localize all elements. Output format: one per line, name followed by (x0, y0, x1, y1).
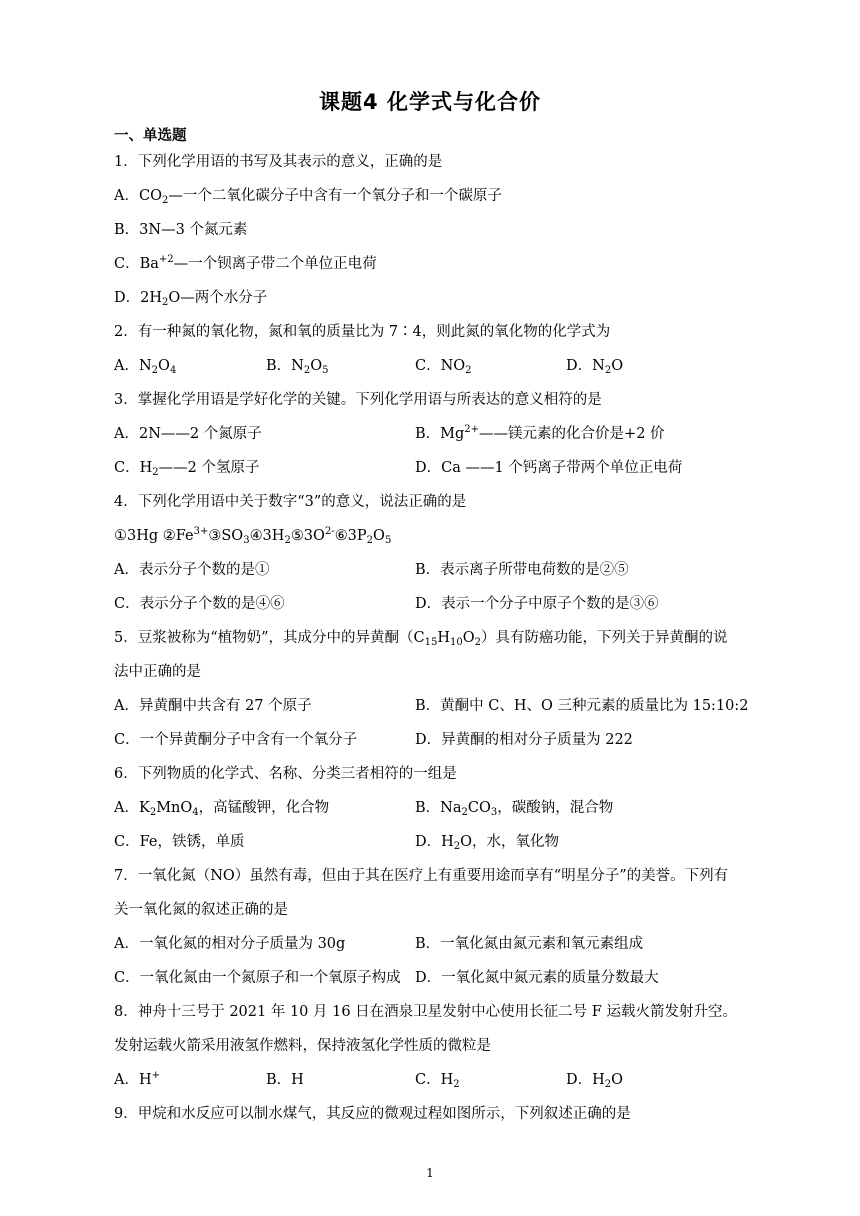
q8-option-c[interactable]: C．$H_2$ (415, 1072, 460, 1090)
q4-option-a[interactable]: A．表示分子个数的是① (114, 562, 270, 578)
q5-option-d[interactable]: D．异黄酮的相对分子质量为 222 (415, 732, 633, 748)
q3-option-a[interactable]: A．2N——2 个氮原子 (114, 426, 262, 442)
q5-stem: 5．豆浆被称为“植物奶”，其成分中的异黄酮$(C_{15}H_{10}O_2)$具有防癌功能，下列关于异黄酮的说 (114, 630, 728, 648)
q5-stem-continued: 法中正确的是 (114, 664, 201, 680)
q3-stem: 3．掌握化学用语是学好化学的关键。下列化学用语与所表达的意义相符的是 (114, 392, 602, 408)
q7-stem: 7．一氧化氮（NO）虽然有毒，但由于其在医疗上有重要用途而享有“明星分子”的美誉。下列有 (114, 868, 729, 884)
q4-option-d[interactable]: D．表示一个分子中原子个数的是③⑥ (415, 596, 659, 612)
q2-stem: 2．有一种氮的氧化物，氮和氧的质量比为 7∶4，则此氮的氧化物的化学式为 (114, 324, 611, 340)
q4-symbols: ①3Hg $②Fe^{3+}③SO_3④3H_2⑤3O^{2-}⑥3P_2O_5$ (114, 526, 392, 546)
q1-option-d[interactable]: D．$2H_2O—$两个水分子 (114, 290, 268, 308)
q1-option-c[interactable]: C．$Ba^{+2}—$一个钡离子带二个单位正电荷 (114, 254, 377, 272)
q8-stem-continued: 发射运载火箭采用液氢作燃料，保持液氢化学性质的微粒是 (114, 1038, 491, 1054)
q5-option-b[interactable]: B．黄酮中 C、H、O 三种元素的质量比为 15:10:2 (415, 698, 749, 714)
q1-stem: 1．下列化学用语的书写及其表示的意义，正确的是 (114, 154, 443, 170)
page-number: 1 (426, 1166, 434, 1180)
q8-stem: 8．神舟十三号于 2021 年 10 月 16 日在酒泉卫星发射中心使用长征二号 F 运载火箭发射升空。 (114, 1004, 737, 1020)
q8-option-d[interactable]: D．$H_2O$ (566, 1072, 624, 1090)
q7-stem-continued: 关一氧化氮的叙述正确的是 (114, 902, 288, 918)
q7-option-c[interactable]: C．一氧化氮由一个氮原子和一个氧原子构成 (114, 970, 401, 986)
q8-option-b[interactable]: B．H (266, 1072, 304, 1088)
q3-option-b[interactable]: B．$Mg^{2+}——$镁元素的化合价是+2 价 (415, 424, 665, 442)
q2-option-d[interactable]: D．$N_2O$ (566, 358, 624, 376)
q4-option-c[interactable]: C．表示分子个数的是④⑥ (114, 596, 285, 612)
q2-option-c[interactable]: C．$NO_2$ (415, 358, 472, 376)
q5-option-c[interactable]: C．一个异黄酮分子中含有一个氧分子 (114, 732, 358, 748)
q6-option-c[interactable]: C．Fe，铁锈，单质 (114, 834, 245, 850)
q9-stem: 9．甲烷和水反应可以制水煤气，其反应的微观过程如图所示，下列叙述正确的是 (114, 1106, 631, 1122)
q7-option-d[interactable]: D．一氧化氮中氮元素的质量分数最大 (415, 970, 659, 986)
q7-option-b[interactable]: B．一氧化氮由氮元素和氧元素组成 (415, 936, 644, 952)
q8-option-a[interactable]: A．H+ (114, 1070, 161, 1088)
q3-option-d[interactable]: D．Ca ——1 个钙离子带两个单位正电荷 (415, 460, 683, 476)
q7-option-a[interactable]: A．一氧化氮的相对分子质量为 30g (114, 936, 346, 952)
q4-stem: 4．下列化学用语中关于数字“3”的意义，说法正确的是 (114, 494, 467, 510)
q5-option-a[interactable]: A．异黄酮中共含有 27 个原子 (114, 698, 312, 714)
q6-option-a[interactable]: A．$K_2MnO_4$，高锰酸钾，化合物 (114, 800, 330, 818)
q1-option-a[interactable]: A．$CO_2—$一个二氧化碳分子中含有一个氧分子和一个碳原子 (114, 188, 502, 206)
q3-option-c[interactable]: C．$H_2——2$ 个氢原子 (114, 460, 260, 478)
section-heading: 一、单选题 (114, 128, 187, 144)
q6-option-d[interactable]: D．$H_2O$，水，氧化物 (415, 834, 560, 852)
q6-stem: 6．下列物质的化学式、名称、分类三者相符的一组是 (114, 766, 457, 782)
q4-option-b[interactable]: B．表示离子所带电荷数的是②⑤ (415, 562, 629, 578)
q1-option-b[interactable]: B．3N—3 个氮元素 (114, 222, 248, 238)
q6-option-b[interactable]: B．$Na_2CO_3$，碳酸钠，混合物 (415, 800, 614, 818)
q2-option-a[interactable]: A．$N_2O_4$ (114, 358, 177, 376)
page-title: 课题4 化学式与化合价 (319, 90, 541, 114)
q2-option-b[interactable]: B．$N_2O_5$ (266, 358, 329, 376)
